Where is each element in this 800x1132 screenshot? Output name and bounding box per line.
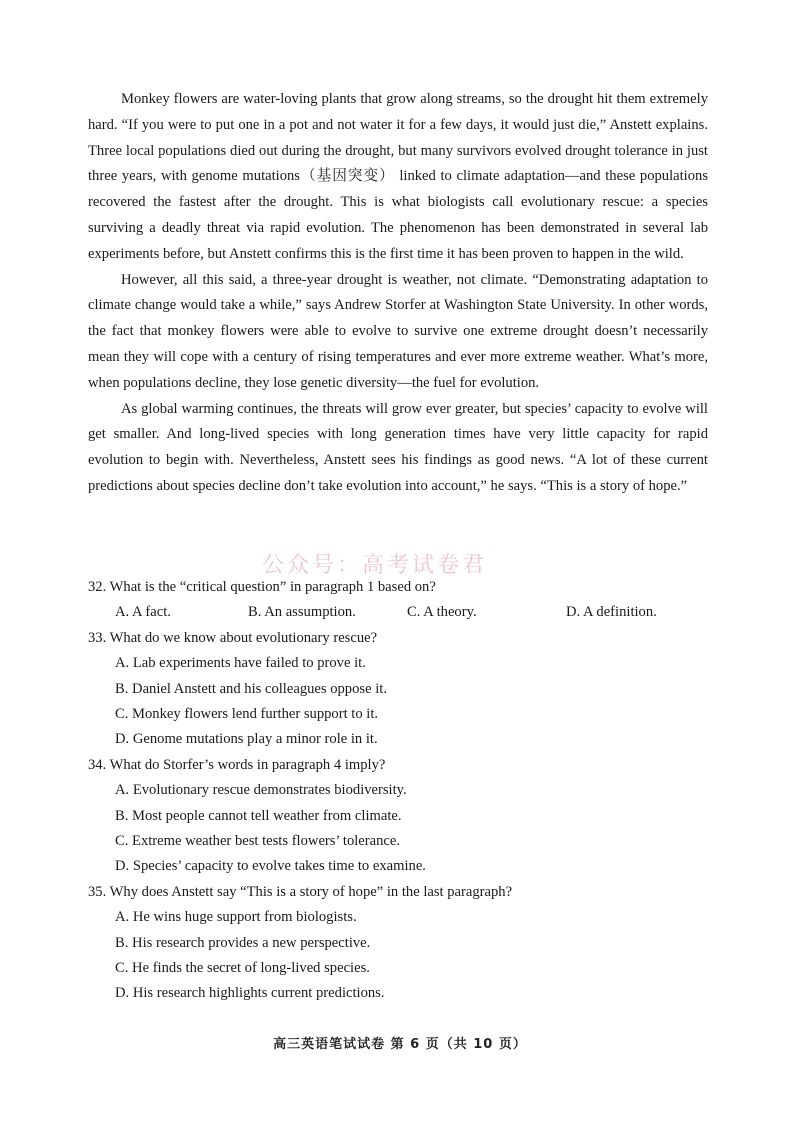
question-33 [88, 626, 708, 753]
reading-passage [88, 87, 708, 500]
option-d: D. Genome mutations play a minor role in it. [115, 731, 378, 748]
question-list [88, 575, 708, 1007]
option-b: B. His research provides a new perspective. [115, 934, 371, 951]
option-a: A. Lab experiments have failed to prove it. [115, 655, 366, 672]
question-stem: 34. What do Storfer’s words in paragraph 4 imply? [88, 756, 386, 773]
option-b: B. Most people cannot tell weather from climate. [115, 807, 402, 824]
option-list [88, 600, 708, 625]
option-d: D. A definition. [566, 604, 657, 621]
page-footer: 高三英语笔试试卷 第 6 页（共 10 页） [273, 1037, 527, 1052]
question-32 [88, 575, 708, 626]
option-a: A. A fact. [115, 604, 171, 621]
passage-paragraph: Monkey flowers are water-loving plants that grow along streams, so the drought hit them extremely hard. “If you were to put one in a pot and not water it for a few days, it would just die,” Anstett explains. Three local populations died out during the drought, but many survivors evolved drought tolerance in just three years, with genome mutations（基因突变） linked to climate adaptation—and these populations recovered the fastest after the drought. This is what biologists call evolutionary rescue: a species surviving a deadly threat via rapid evolution. The phenomenon has been demonstrated in several lab experiments before, but Anstett confirms this is the first time it has been proven to happen in the wild. [88, 91, 708, 262]
option-c: C. A theory. [407, 604, 477, 621]
question-35 [88, 880, 708, 1007]
question-stem: 33. What do we know about evolutionary rescue? [88, 629, 378, 646]
option-c: C. Extreme weather best tests flowers’ tolerance. [115, 833, 401, 850]
watermark: 公众号：高考试卷君 [262, 553, 488, 578]
option-a: A. Evolutionary rescue demonstrates biodiversity. [115, 782, 407, 799]
passage-paragraph: As global warming continues, the threats will grow ever greater, but species’ capacity to evolve will get smaller. And long-lived species with long generation times have very little capacity for rapid evolution to begin with. Nevertheless, Anstett sees his findings as good news. “A lot of these current predictions about species decline don’t take evolution into account,” he says. “This is a story of hope.” [88, 400, 708, 494]
option-c: C. Monkey flowers lend further support to it. [115, 706, 379, 723]
option-list [88, 778, 708, 880]
passage-paragraph: However, all this said, a three-year drought is weather, not climate. “Demonstrating adaptation to climate change would take a while,” says Andrew Storfer at Washington State University. In other words, the fact that monkey flowers were able to evolve to survive one extreme drought doesn’t necessarily mean they will cope with a century of rising temperatures and ever more extreme weather. What’s more, when populations decline, they lose genetic diversity—the fuel for evolution. [88, 271, 708, 391]
option-c: C. He finds the secret of long-lived species. [115, 960, 370, 977]
question-34 [88, 753, 708, 880]
option-list [88, 651, 708, 753]
question-stem: 32. What is the “critical question” in paragraph 1 based on? [88, 579, 436, 595]
option-d: D. His research highlights current predictions. [115, 985, 385, 1002]
option-b: B. An assumption. [248, 604, 356, 621]
question-stem: 35. Why does Anstett say “This is a story of hope” in the last paragraph? [88, 883, 513, 900]
option-a: A. He wins huge support from biologists. [115, 909, 357, 926]
option-b: B. Daniel Anstett and his colleagues oppose it. [115, 680, 387, 697]
option-d: D. Species’ capacity to evolve takes time to examine. [115, 858, 426, 875]
option-list [88, 905, 708, 1007]
